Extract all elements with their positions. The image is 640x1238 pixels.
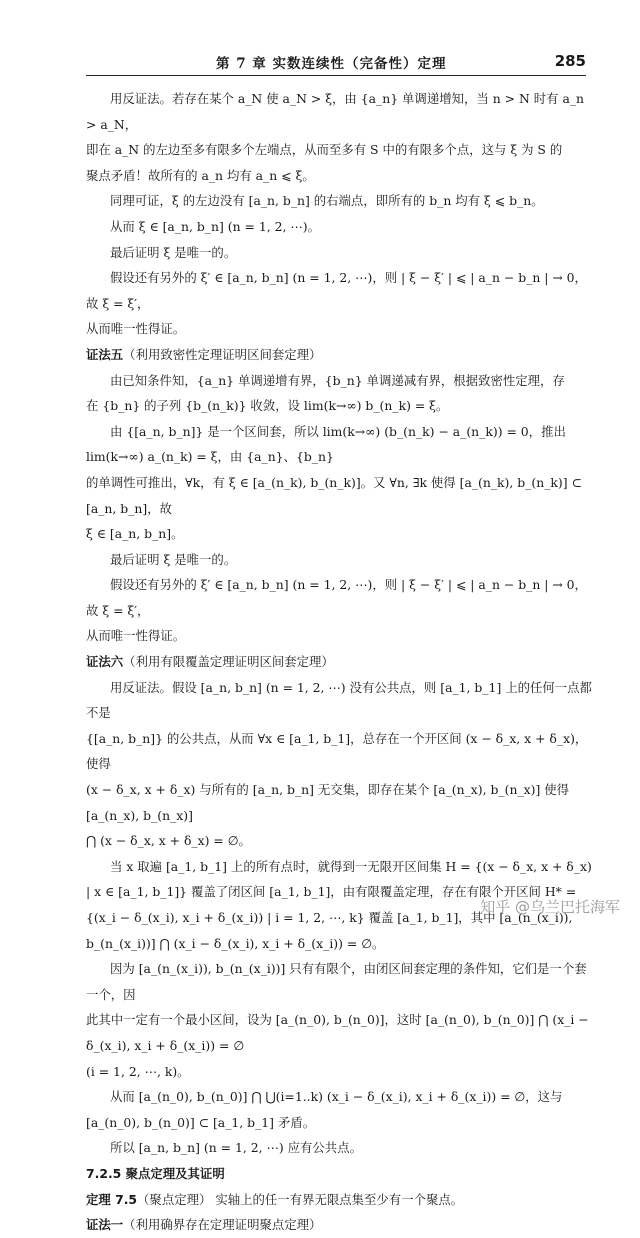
page-number: 285 [554, 52, 586, 70]
text-line: (i = 1, 2, ⋯, k)。 [86, 1063, 190, 1079]
text-line: {[a_n, b_n]} 的公共点，从而 ∀x ∈ [a_1, b_1]，总存在一个开区间 (x − δ_x, x + δ_x)，使得 [86, 730, 588, 772]
text-line: 所以 [a_n, b_n] (n = 1, 2, ⋯) 应有公共点。 [110, 1140, 362, 1156]
chapter-title: 第 7 章 实数连续性（完备性）定理 [216, 56, 447, 72]
text-line: 从而唯一性得证。 [86, 321, 186, 337]
proof5-note: （利用致密性定理证明区间套定理） [123, 346, 322, 362]
page-header [86, 40, 586, 80]
text-line: 用反证法。假设 [a_n, b_n] (n = 1, 2, ⋯) 没有公共点，则 [a_1, b_1] 上的任何一点都不是 [86, 679, 592, 721]
text-line: 当 x 取遍 [a_1, b_1] 上的所有点时，就得到一无限开区间集 H = {(x − δ_x, x + δ_x) [110, 858, 592, 874]
text-line: (x − δ_x, x + δ_x) 与所有的 [a_n, b_n] 无交集，即存在某个 [a_(n_x), b_(n_x)] 使得 [a_(n_x), b_(n_x)] [86, 782, 570, 823]
text-line: 即在 a_N 的左边至多有限多个左端点，从而至多有 S 中的有限多个点，这与 ξ 为 S 的 [86, 142, 563, 158]
page-body [86, 86, 594, 1238]
text-line: 最后证明 ξ 是唯一的。 [110, 551, 237, 567]
text-line: {(x_i − δ_(x_i), x_i + δ_(x_i)) | i = 1, 2, ⋯, k} 覆盖 [a_1, b_1]，其中 [a_(n_(x_i)), b_(n_(x_i))] ⋂ (x_i − δ_(x_i), x_i + δ_(x_i)) = ∅。 [86, 910, 573, 951]
text-line: 从而 [a_(n_0), b_(n_0)] ⋂ ⋃(i=1..k) (x_i − δ_(x_i), x_i + δ_(x_i)) = ∅，这与 [a_(n_0), b_(n_0)] ⊂ [a_1, b_1] 矛盾。 [86, 1089, 563, 1130]
text-line: 在 {b_n} 的子列 {b_(n_k)} 收敛，设 lim(k→∞) b_(n_k) = ξ。 [86, 398, 449, 414]
proof1-title: 证法一 [86, 1217, 124, 1233]
text-line: 聚点矛盾！故所有的 a_n 均有 a_n ⩽ ξ。 [86, 167, 315, 183]
text-line: ⋂ (x − δ_x, x + δ_x) = ∅。 [86, 833, 251, 849]
text-line: 此其中一定有一个最小区间，设为 [a_(n_0), b_(n_0)]，这时 [a_(n_0), b_(n_0)] ⋂ (x_i − δ_(x_i), x_i + δ_(x_i)) = ∅ [86, 1012, 589, 1053]
theorem-text: （聚点定理） 实轴上的任一有界无限点集至少有一个聚点。 [137, 1191, 464, 1207]
text-line: 从而 ξ ∈ [a_n, b_n] (n = 1, 2, ⋯)。 [110, 218, 320, 234]
text-line: 从而唯一性得证。 [86, 628, 186, 644]
text-line: 假设还有另外的 ξ′ ∈ [a_n, b_n] (n = 1, 2, ⋯)，则 | ξ − ξ′ | ⩽ | a_n − b_n | → 0，故 ξ = ξ′， [86, 577, 587, 618]
proof6-heading [86, 649, 594, 675]
theorem-title: 定理 7.5 [86, 1191, 138, 1207]
text-line: 同理可证，ξ 的左边没有 [a_n, b_n] 的右端点，即所有的 b_n 均有 ξ ⩽ b_n。 [110, 193, 544, 209]
text-line: 最后证明 ξ 是唯一的。 [110, 244, 237, 260]
text-line: 由已知条件知，{a_n} 单调递增有界，{b_n} 单调递减有界，根据致密性定理，存 [110, 372, 565, 388]
text-line: 由 {[a_n, b_n]} 是一个区间套，所以 lim(k→∞) (b_(n_k) − a_(n_k)) = 0，推出 lim(k→∞) a_(n_k) = ξ，由 {a_n}、{b_n} [86, 423, 566, 465]
header-rule [86, 75, 586, 76]
text-line: 假设还有另外的 ξ′ ∈ [a_n, b_n] (n = 1, 2, ⋯)，则 | ξ − ξ′ | ⩽ | a_n − b_n | → 0，故 ξ = ξ′， [86, 270, 587, 311]
proof5-title: 证法五 [86, 346, 124, 362]
proof1-note: （利用确界存在定理证明聚点定理） [123, 1217, 322, 1233]
proof6-title: 证法六 [86, 654, 124, 670]
text-line: ξ ∈ [a_n, b_n]。 [86, 526, 184, 542]
text-line: 用反证法。若存在某个 a_N 使 a_N > ξ，由 {a_n} 单调递增知，当 n > N 时有 a_n > a_N， [86, 91, 585, 132]
proof1-heading [86, 1212, 594, 1238]
theorem-heading [86, 1187, 594, 1213]
proof5-heading [86, 342, 594, 368]
section-title: 7.2.5 聚点定理及其证明 [86, 1165, 225, 1181]
text-line: 的单调性可推出，∀k，有 ξ ∈ [a_(n_k), b_(n_k)]。又 ∀n, ∃k 使得 [a_(n_k), b_(n_k)] ⊂ [a_n, b_n]，故 [86, 474, 582, 516]
proof6-note: （利用有限覆盖定理证明区间套定理） [123, 654, 334, 670]
watermark-text: 知乎 @乌兰巴托海军 [480, 898, 620, 916]
text-line: 因为 [a_(n_(x_i)), b_(n_(x_i))] 只有有限个，由闭区间套定理的条件知，它们是一个套一个，因 [86, 961, 587, 1002]
text-line: | x ∈ [a_1, b_1]} 覆盖了闭区间 [a_1, b_1]，由有限覆盖定理，存在有限个开区间 H* = [86, 884, 577, 900]
